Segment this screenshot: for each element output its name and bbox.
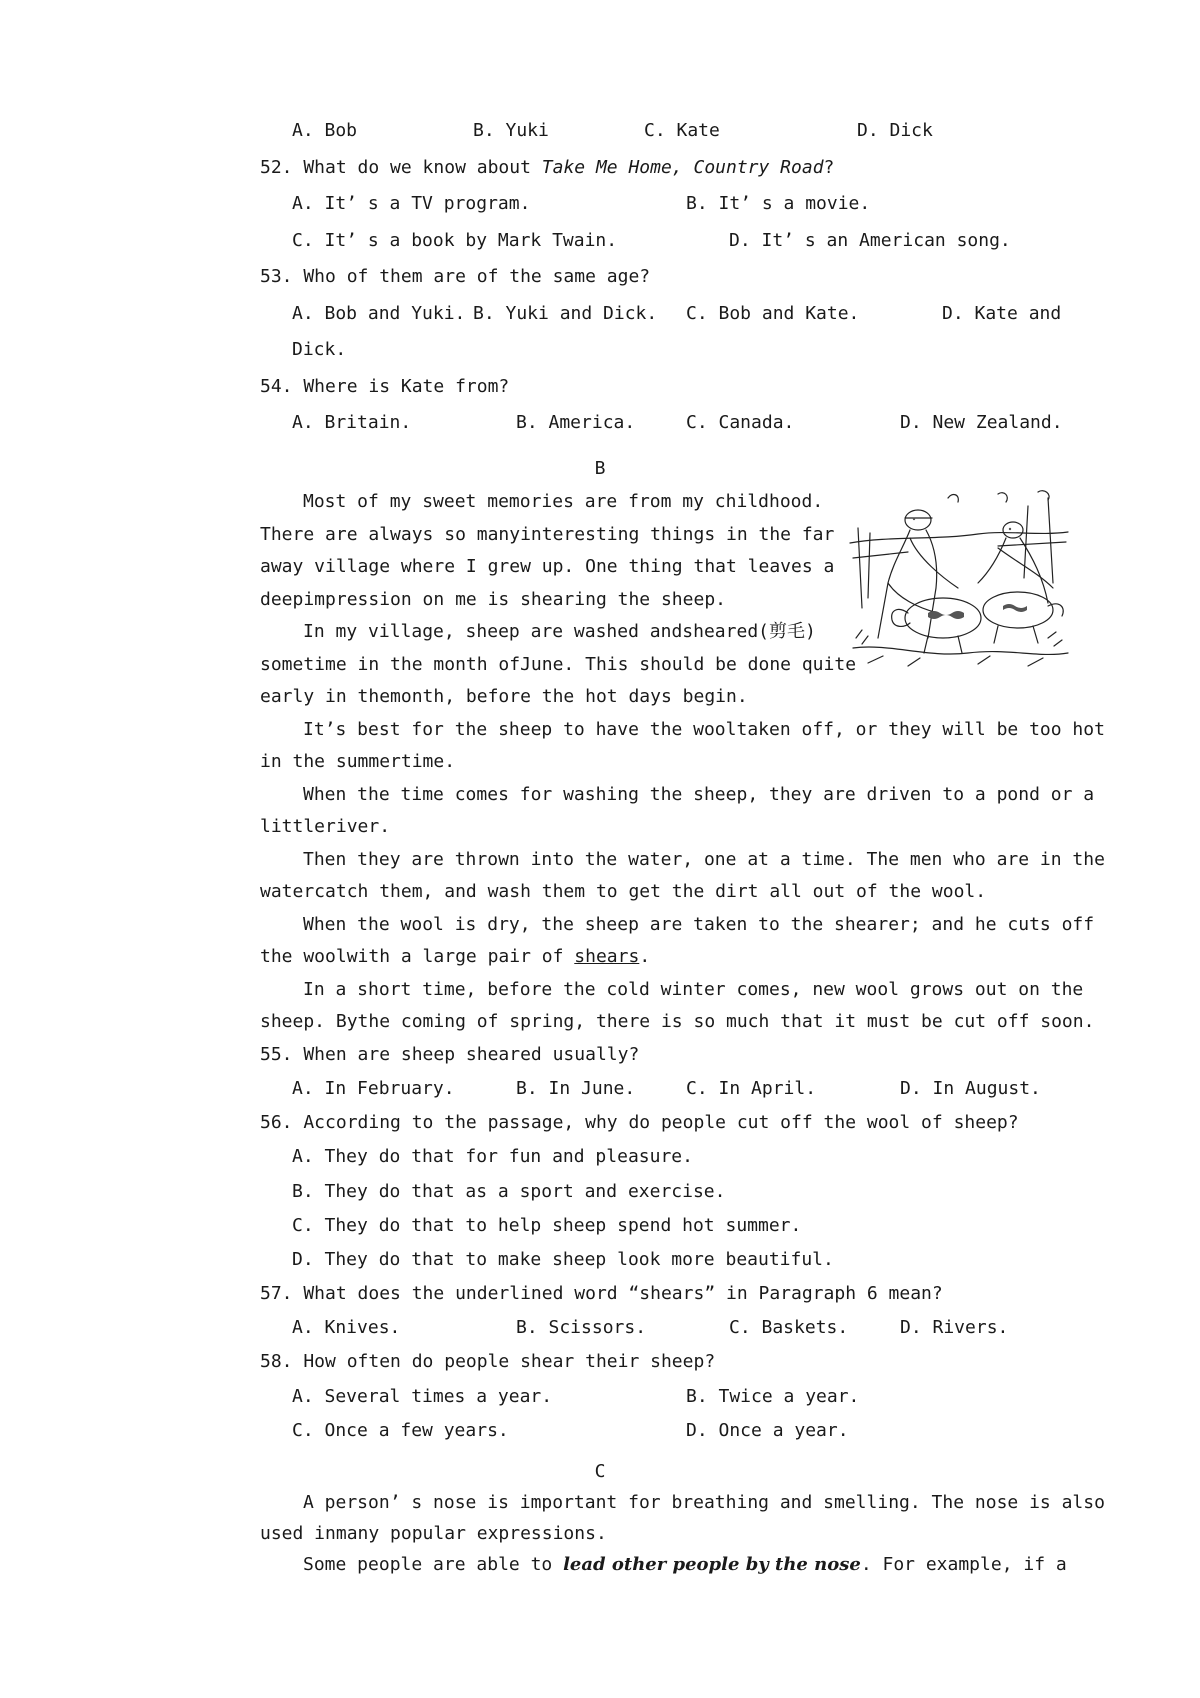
q57-option-d: D. Rivers.: [900, 1317, 1009, 1338]
passage-c-line3-post: . For example, if a: [860, 1554, 1067, 1575]
q57-stem: 57. What does the underlined word “shears” in Paragraph 6 mean?: [260, 1283, 943, 1304]
highlighted-expression: lead other people by the nose: [563, 1554, 861, 1575]
q58-option-c: C. Once a few years.: [292, 1420, 509, 1441]
passage-b-line: littleriver.: [260, 816, 391, 837]
passage-b-line: Most of my sweet memories are from my childhood.: [303, 491, 824, 512]
q54-option-d: D. New Zealand.: [900, 412, 1063, 433]
q52-option-a: A. It’ s a TV program.: [292, 193, 531, 214]
q58-option-a: A. Several times a year.: [292, 1386, 553, 1407]
q56-option-a: A. They do that for fun and pleasure.: [292, 1146, 693, 1167]
q53-option-d: D. Kate and: [942, 303, 1062, 324]
passage-b-line: When the wool is dry, the sheep are taken to the shearer; and he cuts off: [303, 914, 1095, 935]
q52-stem-title: Take Me Home, Country Road: [541, 157, 824, 178]
q51-option-b: B. Yuki: [473, 120, 549, 141]
q55-option-b: B. In June.: [516, 1078, 636, 1099]
q58-stem: 58. How often do people shear their sheep?: [260, 1351, 716, 1372]
q56-option-c: C. They do that to help sheep spend hot summer.: [292, 1215, 802, 1236]
passage-c-line3-pre: Some people are able to: [303, 1554, 564, 1575]
q54-option-a: A. Britain.: [292, 412, 412, 433]
passage-b-line: watercatch them, and wash them to get the dirt all out of the wool.: [260, 881, 987, 902]
q51-option-a: A. Bob: [292, 120, 358, 141]
passage-b-line: Then they are thrown into the water, one at a time. The men who are in the: [303, 849, 1105, 870]
q58-option-d: D. Once a year.: [686, 1420, 849, 1441]
passage-c-line: used inmany popular expressions.: [260, 1523, 607, 1544]
passage-c-line: A person’ s nose is important for breathing and smelling. The nose is also: [303, 1492, 1105, 1513]
q55-option-d: D. In August.: [900, 1078, 1041, 1099]
passage-b-line: In my village, sheep are washed andsheared(剪毛): [303, 621, 816, 642]
q53-option-c: C. Bob and Kate.: [686, 303, 860, 324]
q57-option-c: C. Baskets.: [729, 1317, 849, 1338]
passage-b-line: It’s best for the sheep to have the wooltaken off, or they will be too hot: [303, 719, 1105, 740]
q57-option-a: A. Knives.: [292, 1317, 401, 1338]
q55-stem: 55. When are sheep sheared usually?: [260, 1044, 640, 1065]
q53-stem: 53. Who of them are of the same age?: [260, 266, 651, 287]
q52-stem-pre: 52. What do we know about: [260, 157, 542, 178]
underlined-word-shears: shears: [574, 946, 640, 967]
q55-option-a: A. In February.: [292, 1078, 455, 1099]
passage-b-line: early in themonth, before the hot days begin.: [260, 686, 748, 707]
passage-b-line: When the time comes for washing the sheep, they are driven to a pond or a: [303, 784, 1095, 805]
q56-stem: 56. According to the passage, why do people cut off the wool of sheep?: [260, 1112, 1019, 1133]
q52-option-d: D. It’ s an American song.: [729, 230, 1011, 251]
passage-b-line: In a short time, before the cold winter comes, new wool grows out on the: [303, 979, 1084, 1000]
q53-option-b: B. Yuki and Dick.: [473, 303, 658, 324]
sheep-shearing-illustration: [848, 488, 1070, 668]
q56-option-b: B. They do that as a sport and exercise.: [292, 1181, 726, 1202]
q55-option-c: C. In April.: [686, 1078, 817, 1099]
passage-b-line: in the summertime.: [260, 751, 456, 772]
q51-option-d: D. Dick: [857, 120, 933, 141]
q56-option-d: D. They do that to make sheep look more beautiful.: [292, 1249, 834, 1270]
passage-b-line: deepimpression on me is shearing the sheep.: [260, 589, 726, 610]
q52-option-b: B. It’ s a movie.: [686, 193, 871, 214]
q57-option-b: B. Scissors.: [516, 1317, 647, 1338]
passage-b-line: [260, 948, 650, 966]
q54-option-b: B. America.: [516, 412, 636, 433]
q54-stem: 54. Where is Kate from?: [260, 376, 510, 397]
q52-option-c: C. It’ s a book by Mark Twain.: [292, 230, 618, 251]
q52-stem: [260, 159, 834, 177]
passage-c-line: [303, 1556, 1067, 1574]
q53-option-d-continued: Dick.: [292, 339, 347, 360]
q53-option-a: A. Bob and Yuki.: [292, 303, 466, 324]
shears-line-post: .: [639, 946, 651, 967]
passage-b-line: away village where I grew up. One thing that leaves a: [260, 556, 835, 577]
q52-stem-post: ?: [823, 157, 835, 178]
passage-b-line: sometime in the month ofJune. This should be done quite: [260, 654, 857, 675]
shears-line-pre: the woolwith a large pair of: [260, 946, 575, 967]
q54-option-c: C. Canada.: [686, 412, 795, 433]
section-c-heading: C: [594, 1461, 606, 1482]
section-b-heading: B: [594, 458, 606, 479]
q51-option-c: C. Kate: [644, 120, 720, 141]
q58-option-b: B. Twice a year.: [686, 1386, 860, 1407]
passage-b-line: sheep. Bythe coming of spring, there is so much that it must be cut off soon.: [260, 1011, 1095, 1032]
passage-b-line: There are always so manyinteresting things in the far: [260, 524, 835, 545]
